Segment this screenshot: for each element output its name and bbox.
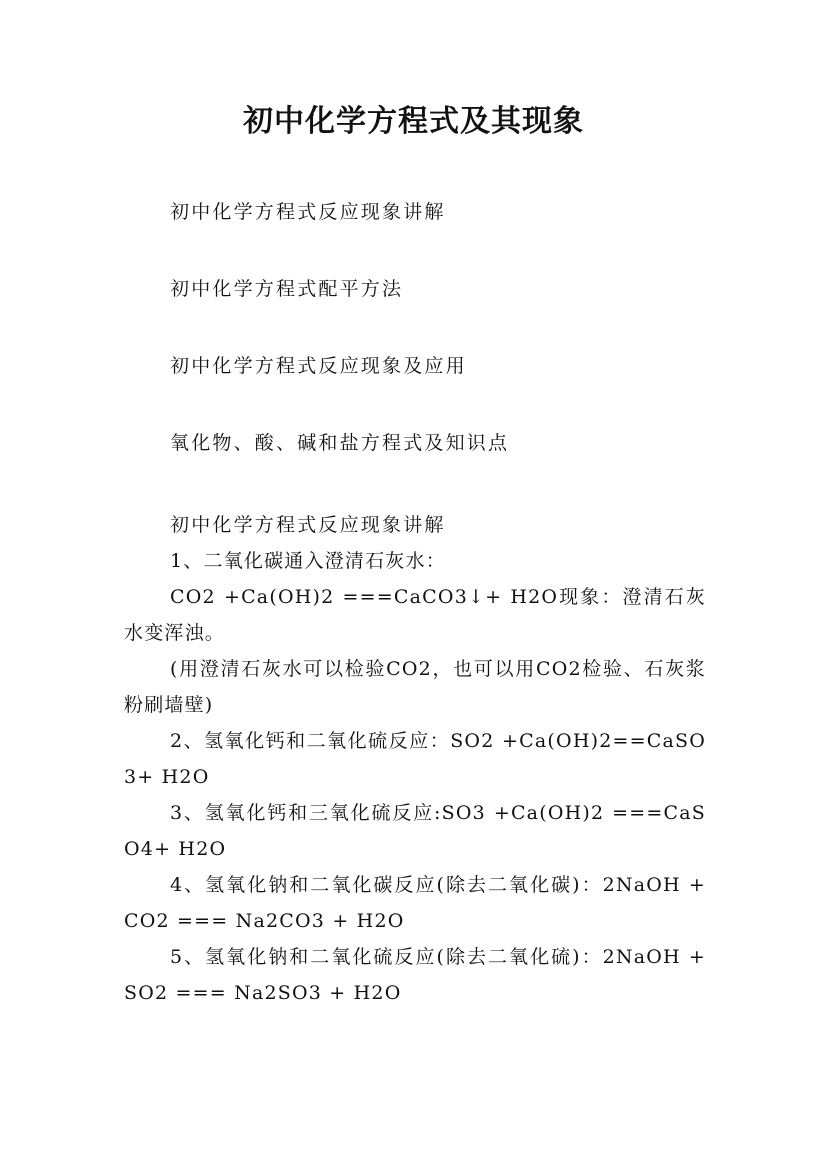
toc-item: 初中化学方程式反应现象及应用: [170, 355, 467, 377]
toc-item: 初中化学方程式配平方法: [170, 278, 404, 300]
paragraph: 5、氢氧化钠和二氧化硫反应(除去二氧化硫)：2NaOH + SO2 === Na2SO3 + H2O: [124, 946, 706, 1004]
paragraph: 1、二氧化碳通入澄清石灰水：: [170, 550, 446, 572]
toc-item: 初中化学方程式反应现象讲解: [170, 201, 446, 223]
paragraph: CO2 +Ca(OH)2 ===CaCO3↓+ H2O现象：澄清石灰水变浑浊。: [124, 586, 706, 644]
toc-item: 氧化物、酸、碱和盐方程式及知识点: [170, 432, 510, 454]
paragraph: 3、氢氧化钙和三氧化硫反应:SO3 +Ca(OH)2 ===CaSO4+ H2O: [124, 802, 706, 860]
paragraph: 2、氢氧化钙和二氧化硫反应：SO2 +Ca(OH)2==CaSO3+ H2O: [124, 730, 706, 788]
table-of-contents: [170, 196, 710, 504]
paragraph: (用澄清石灰水可以检验CO2，也可以用CO2检验、石灰浆粉刷墙壁): [124, 658, 706, 716]
document-body: [124, 507, 706, 1011]
section-heading: 初中化学方程式反应现象讲解: [170, 514, 446, 536]
document-title: 初中化学方程式及其现象: [243, 104, 584, 139]
paragraph: 4、氢氧化钠和二氧化碳反应(除去二氧化碳)：2NaOH + CO2 === Na2CO3 + H2O: [124, 874, 706, 932]
